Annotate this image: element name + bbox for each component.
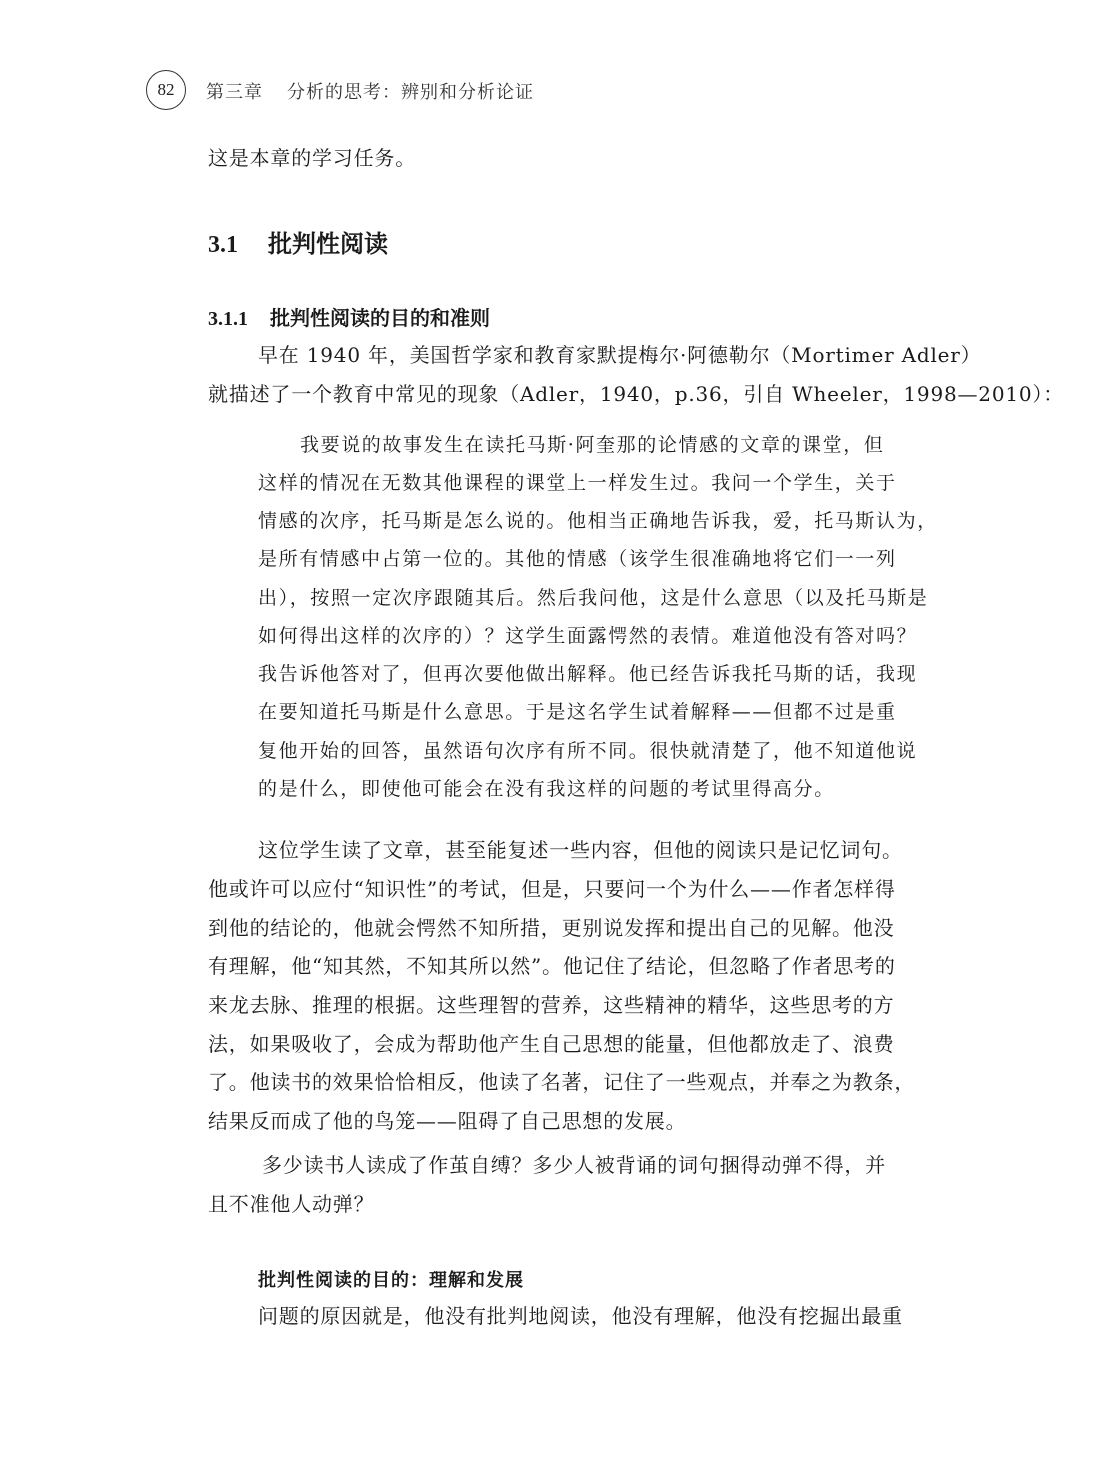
page-number: 82 [146,70,186,110]
subsection-heading [208,302,490,331]
paragraph-line: 问题的原因就是，他没有批判地阅读，他没有理解，他没有挖掘出最重 [258,1304,903,1328]
quote-line: 在要知道托马斯是什么意思。于是这名学生试着解释——但都不过是重 [258,701,897,723]
quote-line: 如何得出这样的次序的）？这学生面露愕然的表情。难道他没有答对吗？ [258,625,918,647]
quote-line: 复他开始的回答，虽然语句次序有所不同。很快就清楚了，他不知道他说 [258,740,918,762]
subsection-title: 批判性阅读的目的和准则 [270,306,490,330]
section-number: 3.1 [208,232,238,258]
paragraph-line: 有理解，他“知其然，不知其所以然”。他记住了结论，但忽略了作者思考的 [208,954,896,978]
chapter-title: 分析的思考：辨别和分析论证 [287,82,534,103]
quote-line: 情感的次序，托马斯是怎么说的。他相当正确地告诉我，爱，托马斯认为， [258,510,938,532]
section-title: 批判性阅读 [268,230,388,258]
quote-line: 是所有情感中占第一位的。其他的情感（该学生很准确地将它们一一列 [258,548,897,570]
quote-line: 的是什么，即使他可能会在没有我这样的问题的考试里得高分。 [258,778,835,800]
chapter-label: 第三章 [206,82,263,103]
page-header [146,70,1046,110]
intro-line: 这是本章的学习任务。 [208,146,416,170]
paragraph-line: 来龙去脉、推理的根据。这些理智的营养，这些精神的精华，这些思考的方 [208,993,895,1017]
paragraph-line: 到他的结论的，他就会愕然不知所措，更别说发挥和提出自己的见解。他没 [208,916,895,940]
paragraph-line: 且不准他人动弹？ [208,1192,375,1216]
paragraph-line: 这位学生读了文章，甚至能复述一些内容，但他的阅读只是记忆词句。 [258,838,903,862]
paragraph-line: 就描述了一个教育中常见的现象（Adler，1940，p.36，引自 Wheeler，1998—2010）： [208,382,1065,406]
quote-line: 出），按照一定次序跟随其后。然后我问他，这是什么意思（以及托马斯是 [258,587,929,609]
section-heading [208,224,388,259]
paragraph-line: 他或许可以应付“知识性”的考试，但是，只要问一个为什么——作者怎样得 [208,877,896,901]
subsection-number: 3.1.1 [208,308,248,330]
running-head [206,78,534,104]
paragraph-line: 多少读书人读成了作茧自缚？多少人被背诵的词句捆得动弹不得，并 [262,1153,886,1177]
minor-heading: 批判性阅读的目的：理解和发展 [258,1270,524,1291]
quote-line: 我要说的故事发生在读托马斯·阿奎那的论情感的文章的课堂，但 [300,434,885,456]
paragraph-line: 了。他读书的效果恰恰相反，他读了名著，记住了一些观点，并奉之为教条， [208,1070,916,1094]
paragraph-line: 结果反而成了他的鸟笼——阻碍了自己思想的发展。 [208,1109,687,1133]
paragraph-line: 早在 1940 年，美国哲学家和教育家默提梅尔·阿德勒尔（Mortimer Adler） [258,343,982,367]
quote-line: 我告诉他答对了，但再次要他做出解释。他已经告诉我托马斯的话，我现 [258,663,918,685]
quote-line: 这样的情况在无数其他课程的课堂上一样发生过。我问一个学生，关于 [258,472,897,494]
paragraph-line: 法，如果吸收了，会成为帮助他产生自己思想的能量，但他都放走了、浪费 [208,1032,895,1056]
